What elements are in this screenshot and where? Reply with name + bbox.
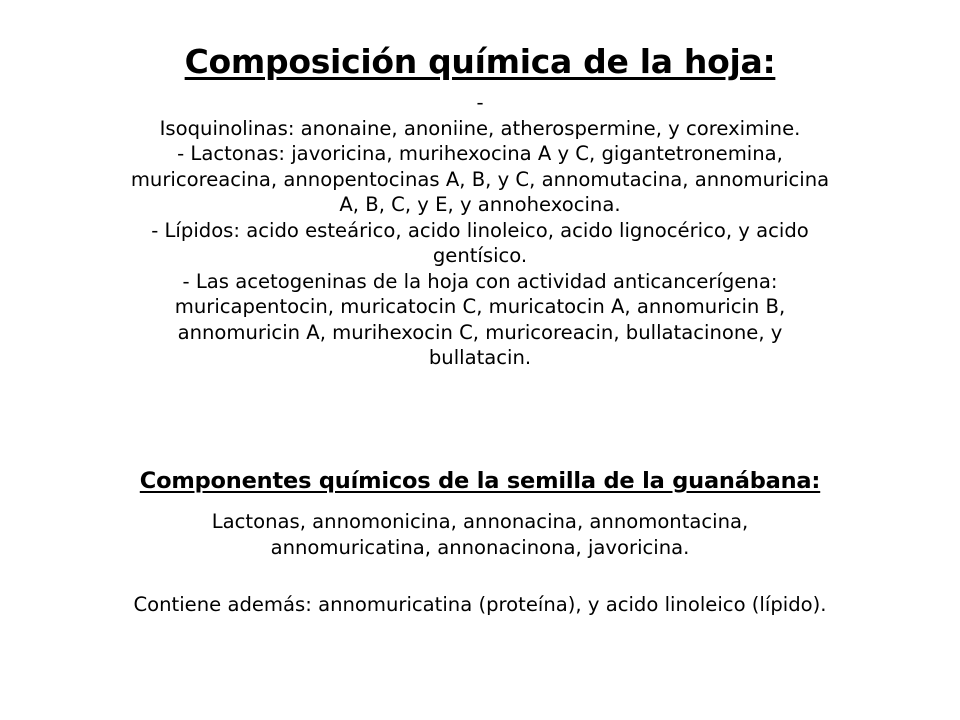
- leaf-line: gentísico.: [432, 244, 528, 267]
- seed-components-text: [50, 509, 910, 560]
- leaf-line: muricoreacina, annopentocinas A, B, y C, annomutacina, annomuricina: [130, 167, 830, 191]
- leaf-line: annomuricin A, murihexocin C, muricoreacin, bullatacinone, y: [177, 320, 783, 344]
- leaf-line: muricapentocin, muricatocin C, muricatocin A, annomuricin B,: [174, 295, 786, 318]
- leaf-composition-text: [50, 90, 910, 371]
- seed-line: annomuricatina, annonacinona, javoricina.: [270, 535, 690, 559]
- seed-components-title: Componentes químicos de la semilla de la guanábana:: [139, 468, 821, 494]
- leaf-composition-title: Composición química de la hoja:: [184, 42, 776, 81]
- leaf-line: Isoquinolinas: anonaine, anoniine, atherospermine, y coreximine.: [159, 116, 801, 140]
- leaf-line: A, B, C, y E, y annohexocina.: [339, 193, 621, 216]
- seed-extra-note: Contiene además: annomuricatina (proteína), y acido linoleico (lípido).: [133, 593, 827, 616]
- leaf-line: - Lactonas: javoricina, murihexocina A y C, gigantetronemina,: [177, 142, 783, 165]
- leaf-line: - Lípidos: acido esteárico, acido linoleico, acido lignocérico, y acido: [151, 218, 809, 242]
- leaf-dash: -: [476, 91, 484, 114]
- leaf-line: bullatacin.: [428, 346, 532, 369]
- seed-line: Lactonas, annomonicina, annonacina, annomontacina,: [211, 510, 749, 533]
- leaf-line: - Las acetogeninas de la hoja con actividad anticancerígena:: [182, 269, 778, 293]
